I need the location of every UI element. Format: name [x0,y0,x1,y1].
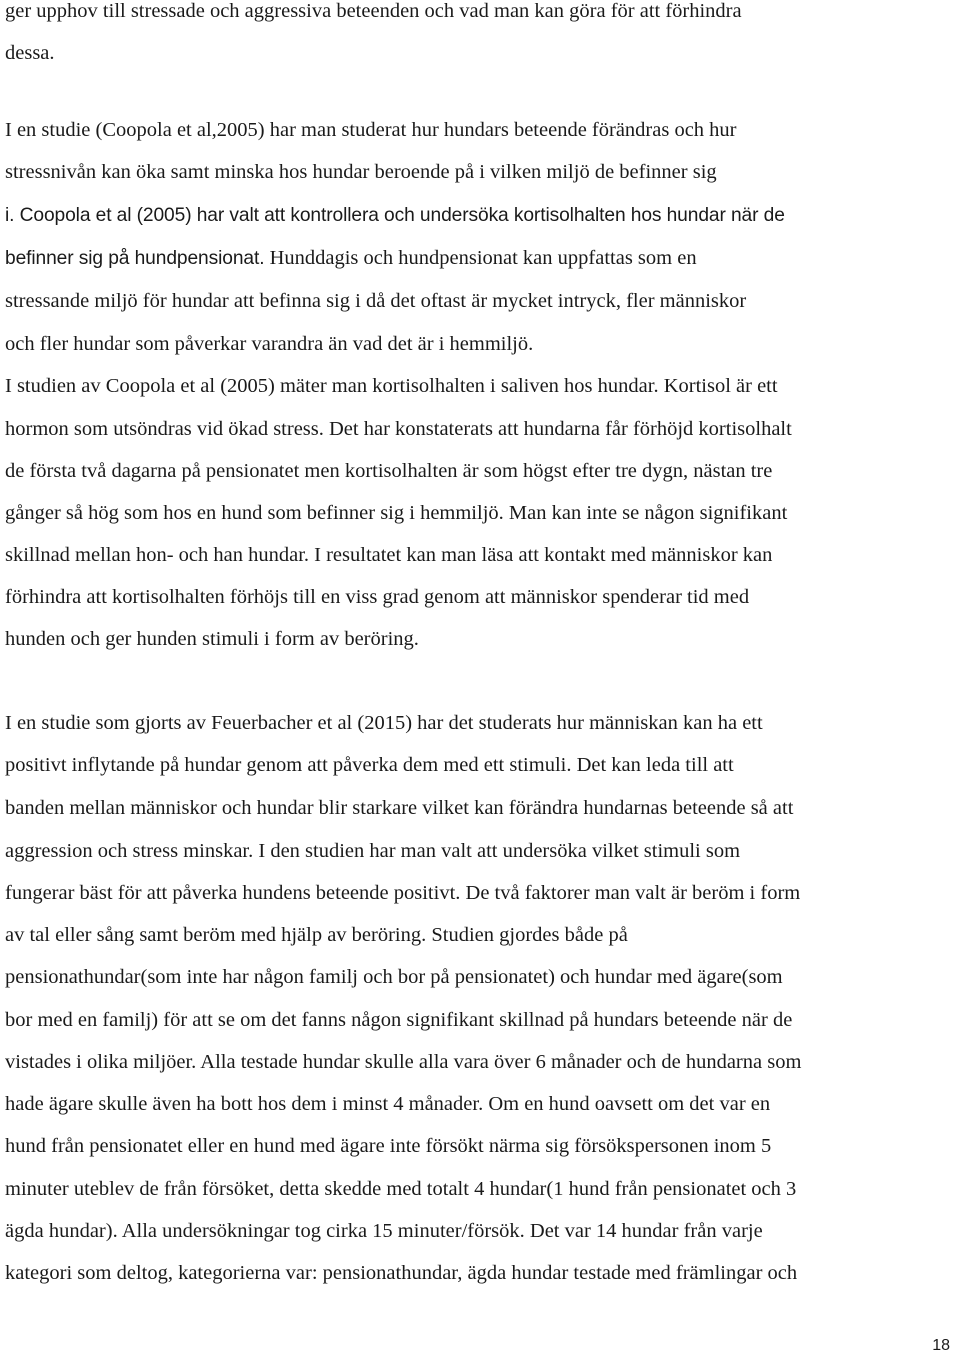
text-span: förhindra att kortisolhalten förhöjs till en viss grad genom att människor spenderar tid med [5,586,750,608]
text-span: ger upphov till stressade och aggressiva beteenden och vad man kan göra för att förhindra [5,0,742,22]
text-line [5,288,746,314]
text-span: banden mellan människor och hundar blir starkare vilket kan förändra hundarnas beteende så att [5,797,794,819]
text-line [5,373,778,399]
text-line [5,752,734,778]
text-span: gånger så hög som hos en hund som befinner sig i hemmiljö. Man kan inte se någon signifikant [5,502,788,524]
text-line [5,1049,801,1075]
text-line [5,964,783,990]
text-line [5,117,737,143]
text-span: I studien av Coopola et al (2005) mäter man kortisolhalten i saliven hos hundar. Kortisol är ett [5,375,778,397]
text-line [5,922,628,948]
text-span: de första två dagarna på pensionatet men kortisolhalten är som högst efter tre dygn, nästan tre [5,460,773,482]
text-line [5,40,55,66]
text-line [5,245,697,271]
text-line [5,1218,763,1244]
text-span: Hunddagis och hundpensionat kan uppfattas som en [264,247,697,269]
text-line [5,416,792,442]
text-line [5,1260,797,1286]
text-line [5,626,419,652]
text-line [5,838,740,864]
text-span: stressnivån kan öka samt minska hos hundar beroende på i vilken miljö de befinner sig [5,161,717,183]
text-span: av tal eller sång samt beröm med hjälp av beröring. Studien gjordes både på [5,924,628,946]
text-span: hade ägare skulle även ha bott hos dem i minst 4 månader. Om en hund oavsett om det var en [5,1093,771,1115]
text-line [5,795,793,821]
text-span: I en studie (Coopola et al,2005) har man studerat hur hundars beteende förändras och hur [5,119,737,141]
text-line [5,710,763,736]
text-span: positivt inflytande på hundar genom att påverka dem med ett stimuli. Det kan leda till att [5,754,734,776]
text-span: ägda hundar). Alla undersökningar tog cirka 15 minuter/försök. Det var 14 hundar från varje [5,1220,763,1242]
text-line [5,202,785,228]
text-line [5,159,717,185]
text-span: och fler hundar som påverkar varandra än vad det är i hemmiljö. [5,333,534,355]
text-line [5,331,533,357]
text-span: bor med en familj) för att se om det fanns någon signifikant skillnad på hundars beteende när de [5,1009,793,1031]
text-line [5,542,772,568]
page-number: 18 [932,1337,950,1354]
text-line [5,880,800,906]
text-line [5,1176,796,1202]
text-span: vistades i olika miljöer. Alla testade hundar skulle alla vara över 6 månader och de hundarna som [5,1051,802,1073]
text-span: hunden och ger hunden stimuli i form av beröring. [5,628,419,650]
text-span: i. Coopola et al (2005) har valt att kontrollera och undersöka kortisolhalten hos hundar när de [5,205,785,226]
text-line [5,584,749,610]
text-span: fungerar bäst för att påverka hundens beteende positivt. De två faktorer man valt är beröm i form [5,882,801,904]
text-span: befinner sig på hundpensionat. [5,248,265,269]
text-line [5,1133,771,1159]
text-span: stressande miljö för hundar att befinna sig i då det oftast är mycket intryck, fler människor [5,290,747,312]
text-line [5,0,742,24]
text-span: dessa. [5,42,55,64]
text-span: kategori som deltog, kategorierna var: pensionathundar, ägda hundar testade med främlingar och [5,1262,798,1284]
text-span: aggression och stress minskar. I den studien har man valt att undersöka vilket stimuli som [5,840,741,862]
text-line [5,500,787,526]
text-line [5,458,772,484]
text-span: hormon som utsöndras vid ökad stress. Det har konstaterats att hundarna får förhöjd kortisolhalt [5,418,792,440]
text-span: skillnad mellan hon- och han hundar. I resultatet kan man läsa att kontakt med människor kan [5,544,773,566]
text-span: pensionathundar(som inte har någon familj och bor på pensionatet) och hundar med ägare(som [5,966,783,988]
text-line [5,1091,770,1117]
text-span: minuter uteblev de från försöket, detta skedde med totalt 4 hundar(1 hund från pensionatet och 3 [5,1178,797,1200]
text-span: hund från pensionatet eller en hund med ägare inte försökt närma sig försökspersonen inom 5 [5,1135,772,1157]
text-span: I en studie som gjorts av Feuerbacher et al (2015) har det studerats hur människan kan ha ett [5,712,763,734]
text-line [5,1007,792,1033]
